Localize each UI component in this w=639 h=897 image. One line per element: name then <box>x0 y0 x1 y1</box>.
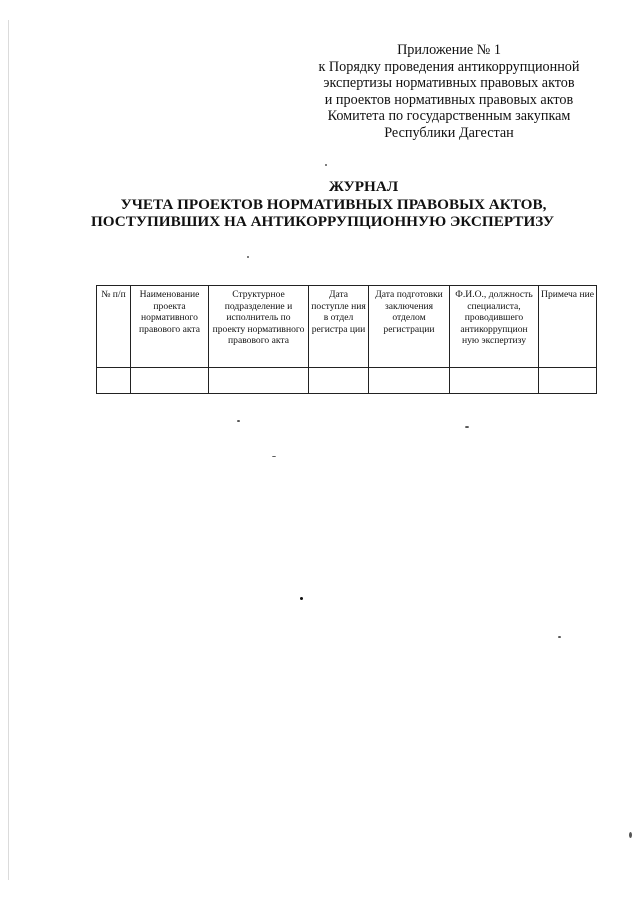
table-cell <box>369 368 450 394</box>
title-line: УЧЕТА ПРОЕКТОВ НОРМАТИВНЫХ ПРАВОВЫХ АКТОВ, <box>120 195 547 213</box>
appendix-line: Комитета по государственным закупкам <box>327 108 571 124</box>
scan-speck <box>325 164 327 166</box>
table-row <box>97 368 597 394</box>
scan-edge-line <box>8 20 9 880</box>
header-receipt-date: Дата поступле ния в отдел регистра ции <box>309 286 369 368</box>
appendix-line: Приложение № 1 <box>397 42 501 58</box>
table-cell <box>309 368 369 394</box>
title-line: ЖУРНАЛ <box>328 178 399 195</box>
document-title <box>0 178 639 231</box>
scan-speck <box>465 426 469 428</box>
title-line: ПОСТУПИВШИХ НА АНТИКОРРУПЦИОННУЮ ЭКСПЕРТИЗУ <box>90 213 555 230</box>
header-number: № п/п <box>97 286 131 368</box>
scan-speck <box>272 456 276 457</box>
scan-speck <box>629 832 632 838</box>
table-cell <box>97 368 131 394</box>
appendix-line: экспертизы нормативных правовых актов <box>323 75 575 91</box>
table-cell <box>450 368 539 394</box>
header-conclusion-date: Дата подготовки заключения отделом регистрации <box>369 286 450 368</box>
header-draft-name: Наименование проекта нормативного правового акта <box>131 286 209 368</box>
table-cell <box>539 368 597 394</box>
appendix-block <box>299 42 599 141</box>
scan-speck <box>300 597 303 600</box>
table-cell <box>209 368 309 394</box>
scan-speck <box>237 420 240 422</box>
header-department: Структурное подразделение и исполнитель по проекту нормативного правового акта <box>209 286 309 368</box>
scan-speck <box>247 256 249 258</box>
appendix-line: к Порядку проведения антикоррупционной <box>318 58 580 75</box>
table-header-row <box>97 286 597 368</box>
header-note: Примеча ние <box>539 286 597 368</box>
appendix-line: и проектов нормативных правовых актов <box>324 91 574 108</box>
journal-table <box>96 285 597 394</box>
appendix-line: Республики Дагестан <box>384 124 514 141</box>
scan-speck <box>558 636 561 638</box>
header-specialist: Ф.И.О., должность специалиста, проводившего антикоррупцион ную экспертизу <box>450 286 539 368</box>
table-cell <box>131 368 209 394</box>
